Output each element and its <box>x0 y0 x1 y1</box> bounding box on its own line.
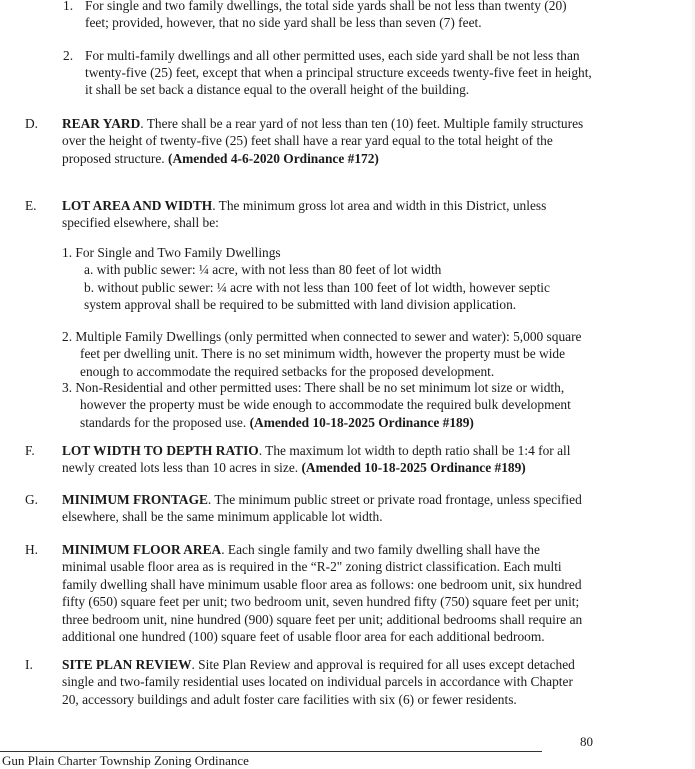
section-heading: LOT WIDTH TO DEPTH RATIO <box>62 443 259 458</box>
section-line: MINIMUM FLOOR AREA. Each single family and two family dwelling shall have the <box>62 542 540 557</box>
section-letter: H. <box>25 542 39 557</box>
amendment-note: (Amended 10-18-2025 Ordinance #189) <box>249 414 474 430</box>
section-line: specified elsewhere, shall be: <box>62 215 219 231</box>
page-number: 80 <box>580 734 593 749</box>
section-line: family dwelling shall have minimum usable floor area as follows: one bedroom unit, six hundred <box>62 576 582 592</box>
item-number: 2. <box>63 48 74 63</box>
section-line: REAR YARD. There shall be a rear yard of not less than ten (10) feet. Multiple family structures <box>62 116 584 131</box>
section-letter: I. <box>25 657 33 672</box>
section-line: LOT WIDTH TO DEPTH RATIO. The maximum lot width to depth ratio shall be 1:4 for all <box>62 443 571 458</box>
subsection-title: 1. For Single and Two Family Dwellings <box>62 245 281 260</box>
section-heading: REAR YARD <box>62 116 141 131</box>
section-letter: G. <box>25 492 39 507</box>
section-line: elsewhere, shall be the same minimum applicable lot width. <box>62 509 383 525</box>
subsection-line: however the property must be wide enough to accommodate the required bulk development <box>80 397 571 413</box>
section-line: SITE PLAN REVIEW. Site Plan Review and approval is required for all uses except detached <box>62 657 575 672</box>
section-heading: MINIMUM FLOOR AREA <box>62 542 222 557</box>
subsection-item-b: b. without public sewer: ¼ acre with not less than 100 feet of lot width, however septic <box>84 279 550 295</box>
section-letter: D. <box>25 116 39 131</box>
section-line: proposed structure. (Amended 4-6-2020 Ordinance #172) <box>62 150 379 166</box>
subsection-line: standards for the proposed use. (Amended 10-18-2025 Ordinance #189) <box>80 414 474 430</box>
subsection-line: 3. Non-Residential and other permitted uses: There shall be no set minimum lot size or width, <box>62 380 565 395</box>
section-line: single and two-family residential uses located on individual parcels in accordance with Chapter <box>62 674 573 690</box>
item-text-line: it shall be set back a distance equal to the overall height of the building. <box>85 82 470 97</box>
subsection-1 <box>62 244 662 314</box>
section-letter: F. <box>25 443 35 458</box>
section-line: fifty (650) square feet per unit; two bedroom unit, seven hundred fifty (750) square feet per unit; <box>62 594 580 610</box>
item-text-line: For single and two family dwellings, the total side yards shall be not less than twenty (20) <box>85 0 567 13</box>
amendment-note: (Amended 10-18-2025 Ordinance #189) <box>301 460 526 476</box>
subsection-item-b-cont: system approval shall be required to be submitted with land division application. <box>84 297 517 313</box>
section-line: MINIMUM FRONTAGE. The minimum public street or private road frontage, unless specified <box>62 492 582 507</box>
footer-title: Gun Plain Charter Township Zoning Ordinance <box>2 753 249 768</box>
item-number: 1. <box>63 0 74 13</box>
section-line: 20, accessory buildings and adult foster care facilities with six (6) or fewer residents. <box>62 691 517 707</box>
subsection-3 <box>62 379 662 431</box>
section-line: additional one hundred (100) square feet of usable floor area for each additional bedroom. <box>62 629 545 645</box>
page-edge-shadow <box>690 0 695 768</box>
item-text-line: feet; provided, however, that no side yard shall be less than seven (7) feet. <box>85 15 482 30</box>
item-text-line: For multi-family dwellings and all other permitted uses, each side yard shall be not less than <box>85 48 580 63</box>
item-text-line: twenty-five (25) feet, except that when a principal structure exceeds twenty-five feet in height, <box>85 65 592 80</box>
subsection-item-a: a. with public sewer: ¼ acre, with not less than 80 feet of lot width <box>84 262 442 278</box>
section-letter: E. <box>25 198 37 213</box>
section-line: over the height of twenty-five (25) feet shall have a rear yard equal to the total height of the <box>62 133 553 149</box>
subsection-line: enough to accommodate the required setbacks for the proposed development. <box>80 363 495 379</box>
section-heading: MINIMUM FRONTAGE <box>62 492 208 507</box>
amendment-note: (Amended 4-6-2020 Ordinance #172) <box>167 150 379 166</box>
section-line: newly created lots less than 10 acres in size. (Amended 10-18-2025 Ordinance #189) <box>62 460 526 476</box>
section-line: minimal usable floor area as is required in the “R-2" zoning district classification. Each multi <box>62 559 562 575</box>
section-heading: LOT AREA AND WIDTH <box>62 198 213 213</box>
section-heading: SITE PLAN REVIEW <box>62 657 192 672</box>
section-line: LOT AREA AND WIDTH. The minimum gross lot area and width in this District, unless <box>62 198 547 213</box>
subsection-line: feet per dwelling unit. There is no set minimum width, however the property must be wide <box>80 346 566 362</box>
section-line: three bedroom unit, nine hundred (900) square feet per unit; additional bedrooms shall require an <box>62 611 583 627</box>
subsection-line: 2. Multiple Family Dwellings (only permitted when connected to sewer and water): 5,000 square <box>62 329 582 344</box>
subsection-2 <box>62 328 662 380</box>
